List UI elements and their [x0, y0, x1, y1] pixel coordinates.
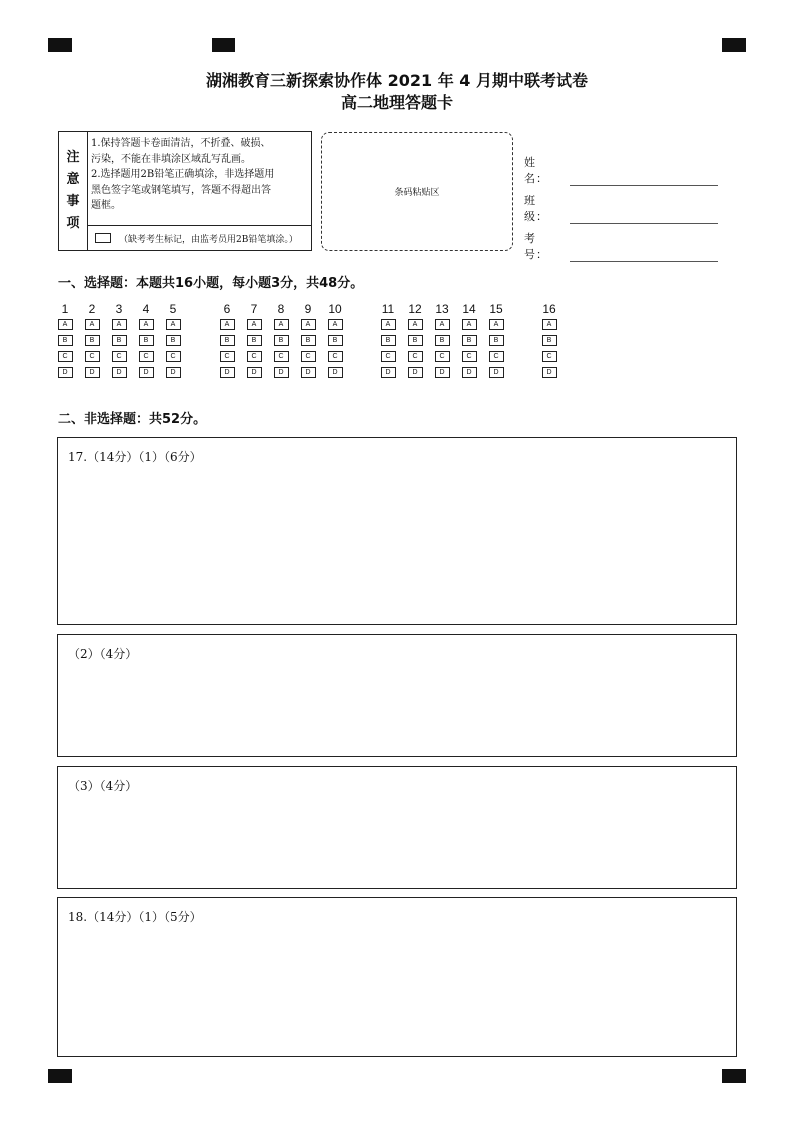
question-2: [84, 302, 100, 383]
question-13: [434, 302, 450, 383]
name-label: 姓 名：: [524, 156, 548, 185]
question-5: [165, 302, 181, 383]
question-number: 14: [462, 302, 476, 316]
question-number: 3: [115, 302, 123, 316]
option-bubble[interactable]: C: [381, 351, 396, 362]
question-3: [111, 302, 127, 383]
absent-checkbox[interactable]: [95, 233, 111, 243]
question-number: 16: [542, 302, 556, 316]
alignment-mark-bottom-left: [48, 1069, 72, 1083]
class-line[interactable]: [570, 211, 718, 224]
option-bubble[interactable]: D: [112, 367, 127, 378]
option-bubble[interactable]: A: [112, 319, 127, 330]
option-bubble[interactable]: B: [166, 335, 181, 346]
question-9: [300, 302, 316, 383]
name-field[interactable]: [524, 154, 718, 186]
option-bubble[interactable]: D: [274, 367, 289, 378]
option-bubble[interactable]: C: [489, 351, 504, 362]
question-number: 10: [328, 302, 342, 316]
option-bubble[interactable]: A: [489, 319, 504, 330]
option-bubble[interactable]: B: [85, 335, 100, 346]
section-one-heading: 一、选择题：本题共16小题，每小题3分，共48分。: [58, 276, 364, 291]
notice-heading-char: 事: [66, 194, 80, 209]
question-number: 4: [142, 302, 150, 316]
option-bubble[interactable]: B: [112, 335, 127, 346]
notice-heading-char: 注: [66, 150, 80, 165]
option-bubble[interactable]: A: [139, 319, 154, 330]
question-number: 15: [489, 302, 503, 316]
alignment-mark-bottom-right: [722, 1069, 746, 1083]
option-bubble[interactable]: B: [435, 335, 450, 346]
question-1: [57, 302, 73, 383]
option-bubble[interactable]: B: [489, 335, 504, 346]
option-bubble[interactable]: B: [542, 335, 557, 346]
question-8: [273, 302, 289, 383]
option-bubble[interactable]: B: [247, 335, 262, 346]
question-16: [541, 302, 557, 383]
option-bubble[interactable]: C: [85, 351, 100, 362]
question-number: 13: [435, 302, 449, 316]
question-number: 6: [223, 302, 231, 316]
question-number: 8: [277, 302, 285, 316]
question-7: [246, 302, 262, 383]
question-number: 7: [250, 302, 258, 316]
alignment-mark-top-left: [48, 38, 72, 52]
option-bubble[interactable]: D: [489, 367, 504, 378]
option-bubble[interactable]: B: [408, 335, 423, 346]
notice-line: 黑色签字笔或钢笔填写，答题不得超出答: [91, 184, 271, 196]
option-bubble[interactable]: D: [328, 367, 343, 378]
answer-box-heading: 17.（14分）（1）（6分）: [68, 450, 202, 464]
option-bubble[interactable]: A: [301, 319, 316, 330]
section-two-heading: 二、非选择题：共52分。: [58, 412, 207, 427]
notice-line: 1.保持答题卡卷面清洁，不折叠、破损、: [91, 138, 271, 149]
question-number: 11: [381, 302, 395, 316]
question-14: [461, 302, 477, 383]
option-bubble[interactable]: A: [435, 319, 450, 330]
exam-number-label: 考 号：: [524, 232, 548, 261]
card-title: 高二地理答题卡: [340, 93, 453, 112]
question-number: 5: [169, 302, 177, 316]
option-bubble[interactable]: C: [139, 351, 154, 362]
option-bubble[interactable]: C: [435, 351, 450, 362]
question-number: 1: [61, 302, 69, 316]
option-bubble[interactable]: B: [328, 335, 343, 346]
answer-box-17-1[interactable]: [57, 437, 737, 625]
option-bubble[interactable]: C: [220, 351, 235, 362]
answer-box-heading: 18.（14分）（1）（5分）: [68, 910, 202, 924]
alignment-mark-top-right: [722, 38, 746, 52]
answer-box-heading: （3）（4分）: [68, 779, 138, 793]
question-number: 9: [304, 302, 312, 316]
exam-number-line[interactable]: [570, 249, 718, 262]
option-bubble[interactable]: B: [381, 335, 396, 346]
answer-box-17-2[interactable]: [57, 634, 737, 757]
exam-title: 湖湘教育三新探索协作体 2021 年 4 月期中联考试卷: [206, 71, 588, 90]
option-bubble[interactable]: D: [435, 367, 450, 378]
option-bubble[interactable]: D: [381, 367, 396, 378]
question-15: [488, 302, 504, 383]
option-bubble[interactable]: C: [58, 351, 73, 362]
class-label: 班 级：: [524, 194, 548, 223]
notice-line: 2.选择题用2B铅笔正确填涂，非选择题用: [91, 169, 275, 180]
option-bubble[interactable]: D: [247, 367, 262, 378]
question-6: [219, 302, 235, 383]
question-number: 2: [88, 302, 96, 316]
exam-number-field[interactable]: [524, 230, 718, 262]
answer-box-heading: （2）（4分）: [68, 647, 138, 661]
notice-box: [58, 131, 312, 251]
option-bubble[interactable]: A: [408, 319, 423, 330]
notice-line: 题框。: [91, 200, 121, 211]
answer-box-17-3[interactable]: [57, 766, 737, 889]
option-bubble[interactable]: B: [462, 335, 477, 346]
notice-heading-char: 意: [66, 172, 80, 187]
option-bubble[interactable]: D: [220, 367, 235, 378]
answer-box-18-1[interactable]: [57, 897, 737, 1057]
option-bubble[interactable]: B: [301, 335, 316, 346]
question-11: [380, 302, 396, 383]
absent-mark-label: （缺考考生标记，由监考员用2B铅笔填涂。）: [119, 234, 298, 245]
option-bubble[interactable]: C: [328, 351, 343, 362]
option-bubble[interactable]: C: [166, 351, 181, 362]
option-bubble[interactable]: B: [220, 335, 235, 346]
option-bubble[interactable]: A: [247, 319, 262, 330]
option-bubble[interactable]: C: [301, 351, 316, 362]
question-12: [407, 302, 423, 383]
class-field[interactable]: [524, 192, 718, 224]
option-bubble[interactable]: A: [328, 319, 343, 330]
option-bubble[interactable]: A: [274, 319, 289, 330]
option-bubble[interactable]: C: [112, 351, 127, 362]
option-bubble[interactable]: D: [166, 367, 181, 378]
option-bubble[interactable]: A: [220, 319, 235, 330]
option-bubble[interactable]: A: [381, 319, 396, 330]
option-bubble[interactable]: A: [462, 319, 477, 330]
option-bubble[interactable]: A: [85, 319, 100, 330]
option-bubble[interactable]: D: [139, 367, 154, 378]
option-bubble[interactable]: B: [58, 335, 73, 346]
option-bubble[interactable]: A: [166, 319, 181, 330]
absent-mark-row: [87, 225, 311, 250]
alignment-mark-top-middle: [212, 38, 235, 52]
option-bubble[interactable]: C: [462, 351, 477, 362]
option-bubble[interactable]: D: [462, 367, 477, 378]
notice-heading: [59, 132, 88, 250]
option-bubble[interactable]: B: [274, 335, 289, 346]
option-bubble[interactable]: D: [85, 367, 100, 378]
question-4: [138, 302, 154, 383]
option-bubble[interactable]: B: [139, 335, 154, 346]
option-bubble[interactable]: C: [274, 351, 289, 362]
name-line[interactable]: [570, 173, 718, 186]
option-bubble[interactable]: A: [58, 319, 73, 330]
barcode-area: [321, 132, 513, 251]
option-bubble[interactable]: D: [301, 367, 316, 378]
question-number: 12: [408, 302, 422, 316]
barcode-label: 条码粘贴区: [394, 188, 440, 198]
option-bubble[interactable]: C: [247, 351, 262, 362]
notice-line: 污染，不能在非填涂区域乱写乱画。: [91, 153, 251, 165]
option-bubble[interactable]: C: [408, 351, 423, 362]
option-bubble[interactable]: A: [542, 319, 557, 330]
option-bubble[interactable]: D: [408, 367, 423, 378]
notice-text: [91, 136, 305, 214]
option-bubble[interactable]: C: [542, 351, 557, 362]
question-10: [327, 302, 343, 383]
notice-heading-char: 项: [66, 216, 80, 231]
option-bubble[interactable]: D: [542, 367, 557, 378]
option-bubble[interactable]: D: [58, 367, 73, 378]
